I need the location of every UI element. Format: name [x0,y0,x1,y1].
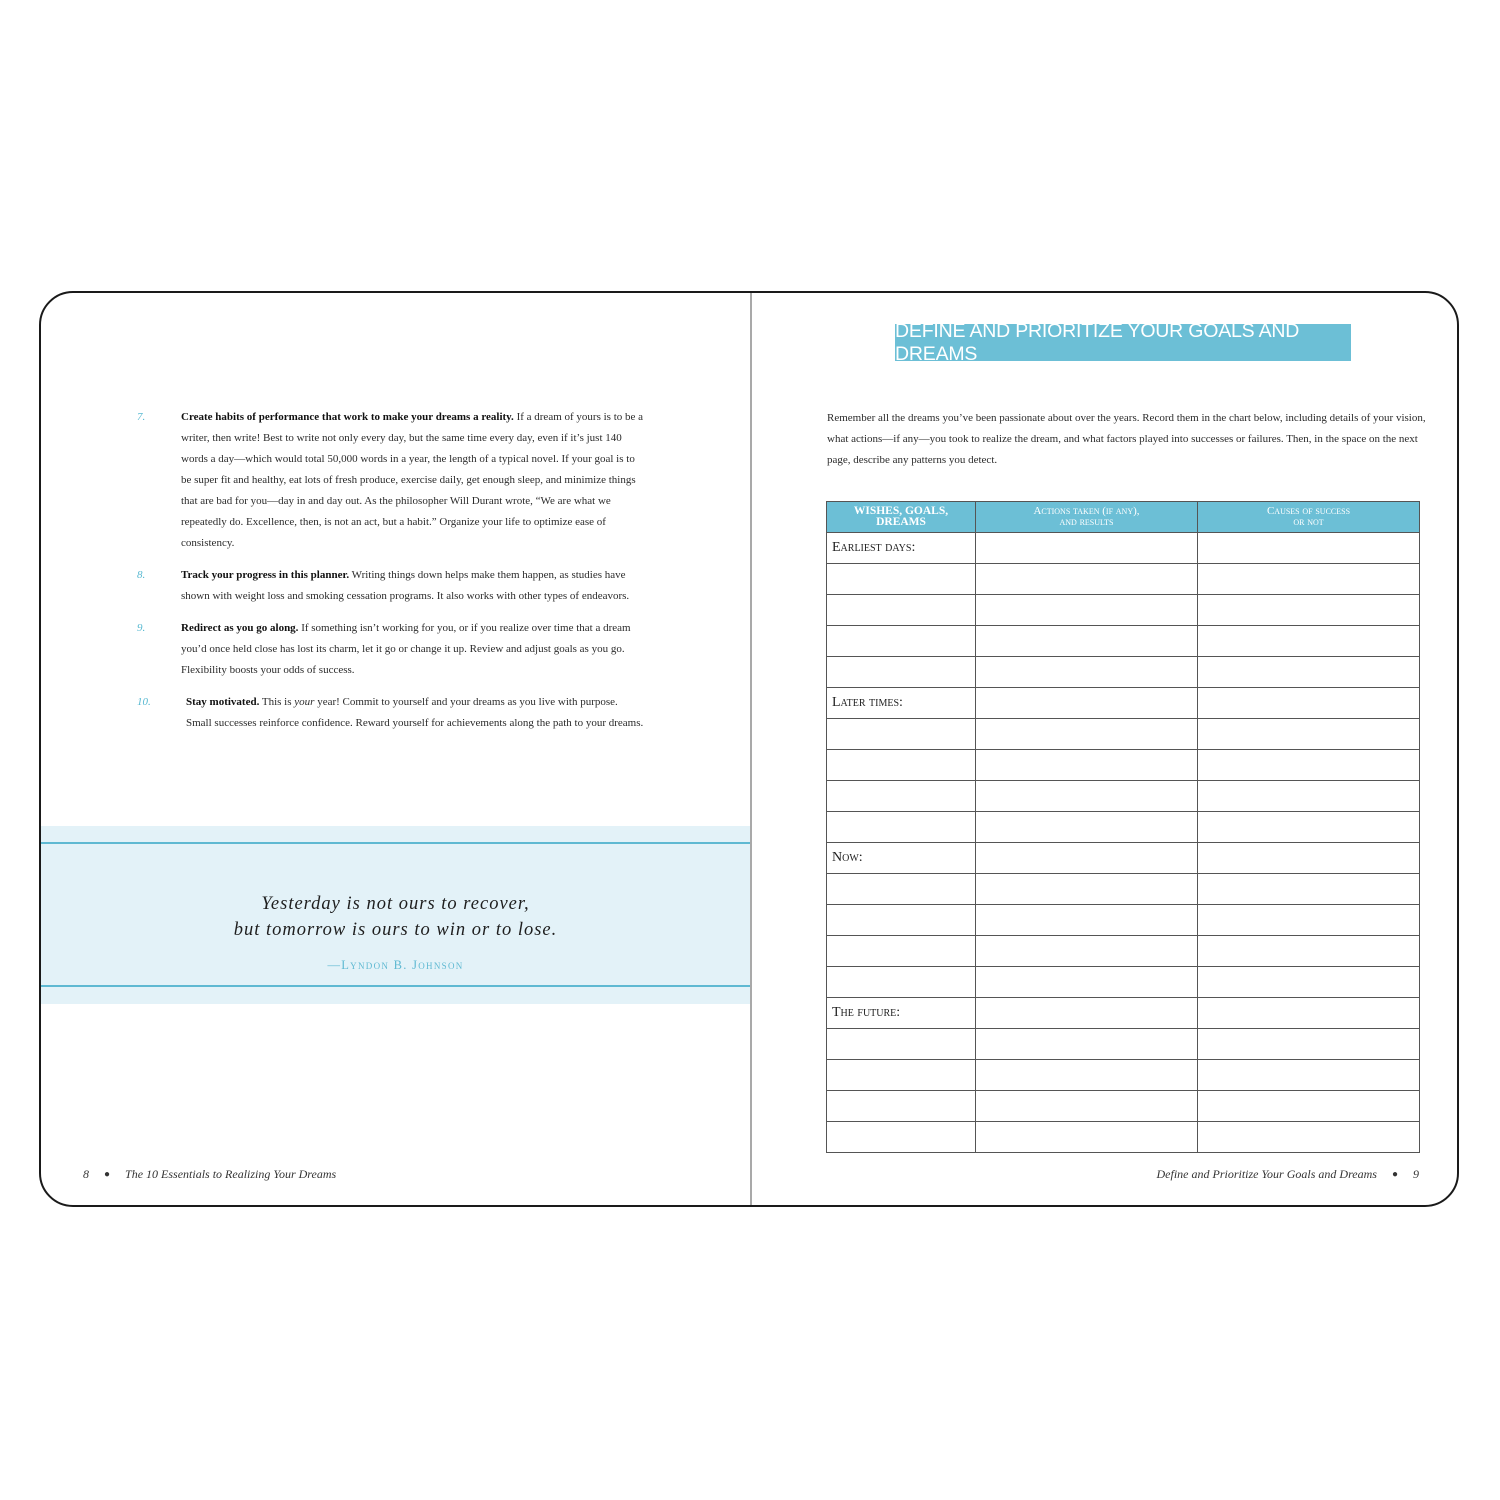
quote-line-2: but tomorrow is ours to win or to lose. [233,920,558,940]
right-footer [1157,1166,1420,1182]
book-spread [39,291,1459,1207]
table-cell[interactable] [1198,626,1420,657]
column-header-causes: Causes of success or not [1198,502,1420,533]
bullet-icon: ● [1391,1168,1398,1180]
bullet-icon: ● [104,1168,111,1180]
table-cell[interactable] [827,781,976,812]
table-cell[interactable] [827,1029,976,1060]
table-row [827,1029,1420,1060]
list-text [165,407,645,554]
table-cell[interactable] [1198,1029,1420,1060]
list-body: If something isn’t working for you, or if you realize over time that a dream you’d once held close has lost its charm, let it go or change it up. Review and adjust goals as you go. Flexibility boosts your odds of success. [181,622,631,676]
table-cell[interactable] [1198,564,1420,595]
section-label-cell[interactable]: Now: [827,843,976,874]
list-lead: Track your progress in this planner. [181,569,350,581]
table-cell[interactable] [1198,533,1420,564]
table-row [827,595,1420,626]
left-footer [83,1166,336,1182]
intro-paragraph: Remember all the dreams you’ve been passionate about over the years. Record them in the chart below, including details of your vision, what actions—if any—you took to realize the dream, and what factors played into successes or failures. Then, in the space on the next page, describe any patterns you detect. [827,412,1426,466]
list-item [137,618,645,681]
table-cell[interactable] [1198,843,1420,874]
table-row [827,1122,1420,1153]
list-text [165,565,645,607]
table-cell[interactable] [1198,657,1420,688]
section-banner: DEFINE AND PRIORITIZE YOUR GOALS AND DREAMS [895,324,1351,361]
table-cell[interactable] [827,657,976,688]
table-row [827,781,1420,812]
running-title: The 10 Essentials to Realizing Your Dreams [125,1166,337,1181]
table-cell[interactable] [976,657,1198,688]
section-label-cell[interactable]: The future: [827,998,976,1029]
page-number: 8 [83,1166,89,1181]
table-cell[interactable] [1198,936,1420,967]
column-header-wishes: WISHES, GOALS, DREAMS [827,502,976,533]
table-cell[interactable] [1198,781,1420,812]
table-cell[interactable] [976,750,1198,781]
list-item [137,692,645,734]
table-row [827,905,1420,936]
table-cell[interactable] [976,998,1198,1029]
list-item [137,565,645,607]
right-page [752,293,1459,1205]
list-lead: Stay motivated. [186,696,260,708]
table-header-row [827,502,1420,533]
table-row [827,1060,1420,1091]
list-lead: Create habits of performance that work to make your dreams a reality. [181,411,514,423]
running-title: Define and Prioritize Your Goals and Dreams [1156,1166,1377,1181]
list-text [165,692,645,734]
table-cell[interactable] [1198,719,1420,750]
table-cell[interactable] [1198,750,1420,781]
table-cell[interactable] [1198,998,1420,1029]
table-cell[interactable] [827,626,976,657]
table-row [827,533,1420,564]
list-body: Writing things down helps make them happen, as studies have shown with weight loss and smoking cessation programs. It also works with other types of endeavors. [181,569,630,602]
table-cell[interactable] [976,1091,1198,1122]
table-cell[interactable] [976,688,1198,719]
essentials-list [137,407,645,745]
table-row [827,750,1420,781]
table-row [827,688,1420,719]
table-cell[interactable] [1198,1122,1420,1153]
table-row [827,626,1420,657]
list-item [137,407,645,554]
table-cell[interactable] [1198,812,1420,843]
table-cell[interactable] [976,936,1198,967]
table-cell[interactable] [976,967,1198,998]
table-cell[interactable] [976,1060,1198,1091]
dreams-chart [826,501,1420,1153]
table-cell[interactable] [976,564,1198,595]
table-row [827,1091,1420,1122]
table-cell[interactable] [827,967,976,998]
table-cell[interactable] [976,1029,1198,1060]
list-number: 10. [137,696,151,708]
table-row [827,812,1420,843]
table-cell[interactable] [827,595,976,626]
quote-rule-top [41,842,750,844]
table-row [827,843,1420,874]
table-cell[interactable] [976,781,1198,812]
table-cell[interactable] [1198,1060,1420,1091]
table-row [827,719,1420,750]
quote-rule-bottom [41,985,750,987]
list-lead: Redirect as you go along. [181,622,299,634]
table-cell[interactable] [827,1122,976,1153]
page-number: 9 [1413,1166,1419,1181]
table-cell[interactable] [1198,874,1420,905]
table-cell[interactable] [976,1122,1198,1153]
list-body: If a dream of yours is to be a writer, then write! Best to write not only every day, but the same time every day, even if it’s just 140 words a day—which would total 50,000 words in a year, the length of a typical novel. If your goal is to be super fit and healthy, eat lots of fresh produce, exercise daily, get enough sleep, and minimize things that are bad for you—day in and day out. As the philosopher Will Durant wrote, “We are what we repeatedly do. Excellence, then, is not an act, but a habit.” Organize your life to optimize ease of consistency. [181,411,644,549]
table-row [827,874,1420,905]
quote-author: —Lyndon B. Johnson [327,958,464,972]
list-text [165,618,645,681]
table-row [827,967,1420,998]
list-emphasis: your [294,696,315,708]
table-row [827,936,1420,967]
list-number: 9. [137,622,146,634]
table-cell[interactable] [1198,688,1420,719]
list-number: 8. [137,569,146,581]
table-cell[interactable] [827,750,976,781]
table-body [827,533,1420,1153]
table-cell[interactable] [827,1091,976,1122]
table-cell[interactable] [1198,905,1420,936]
column-header-actions: Actions taken (if any), and results [976,502,1198,533]
table-cell[interactable] [1198,967,1420,998]
table-cell[interactable] [827,564,976,595]
table-cell[interactable] [976,874,1198,905]
table-cell[interactable] [976,533,1198,564]
table-cell[interactable] [1198,595,1420,626]
table-cell[interactable] [976,905,1198,936]
table-cell[interactable] [1198,1091,1420,1122]
table-cell[interactable] [976,843,1198,874]
table-row [827,998,1420,1029]
list-number: 7. [137,411,146,423]
left-page [41,293,750,1205]
table-cell[interactable] [827,719,976,750]
table-cell[interactable] [827,812,976,843]
list-body: This is [259,696,295,708]
table-cell[interactable] [827,936,976,967]
table-cell[interactable] [976,595,1198,626]
list-body: year! Commit to yourself and your dreams as you live with purpose. Small successes reinforce confidence. Reward yourself for achievements along the path to your dreams. [186,696,644,729]
table-cell[interactable] [827,1060,976,1091]
quote-line-1: Yesterday is not ours to recover, [261,894,530,914]
section-label-cell[interactable]: Earliest days: [827,533,976,564]
table-cell[interactable] [827,874,976,905]
section-label-cell[interactable]: Later times: [827,688,976,719]
quote-band [41,826,750,1004]
table-cell[interactable] [976,812,1198,843]
table-cell[interactable] [976,719,1198,750]
table-row [827,564,1420,595]
table-row [827,657,1420,688]
table-cell[interactable] [976,626,1198,657]
table-cell[interactable] [827,905,976,936]
